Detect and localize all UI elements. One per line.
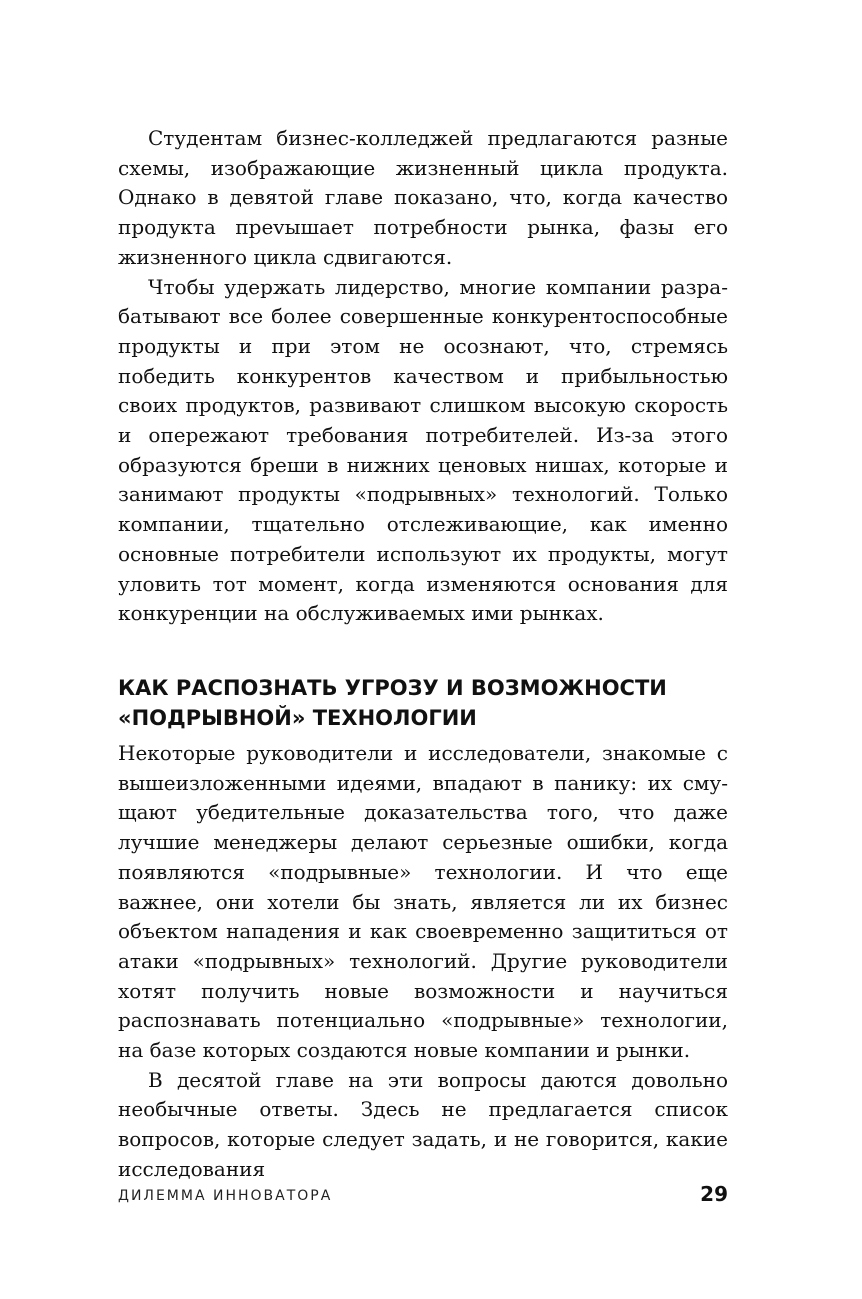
running-footer-book-title: ДИЛЕММА ИННОВАТОРА — [118, 1188, 333, 1204]
paragraph: Студентам бизнес-колледжей предлагаются разные схемы, изображающие жизненный цикла продукта. Однако в девятой главе показано, что, когда качество продукта преvышает потребности рынка, фазы его жизненного цикла сдвигаются. — [118, 126, 728, 269]
paragraph: Чтобы удержать лидерство, многие компании разрабатывают все более совершенные конкурентоспособные продукты и при этом не осознают, что, стремясь победить конкурентов качеством и прибыльностью своих продуктов, развивают слишком высокую скорость и опережают требования потребителей. Из-за этого образуются бреши в нижних ценовых нишах, которые и занимают продукты «подрывных» технологий. Только компании, тщательно отслеживающие, как именно основные потребители используют их продукты, могут уловить тот момент, когда изменяются основания для конкуренции на обслуживаемых ими рынках. — [118, 274, 728, 626]
page-number: 29 — [700, 1182, 728, 1206]
section-heading — [118, 673, 728, 733]
section-heading-line-1: КАК РАСПОЗНАТЬ УГРОЗУ И ВОЗМОЖНОСТИ — [118, 676, 667, 700]
body-text-bottom — [118, 739, 728, 1185]
section-heading-line-2: «ПОДРЫВНОЙ» ТЕХНОЛОГИИ — [118, 706, 477, 730]
body-text-top — [118, 124, 728, 629]
paragraph: В десятой главе на эти вопросы даются довольно необычные ответы. Здесь не предлагается список вопросов, которые следует задать, и не говорится, какие исследования — [118, 1067, 728, 1181]
paragraph: Некоторые руководители и исследователи, знакомые с вышеизложенными идеями, впадают в панику: их смущают убедительные доказательства того, что даже лучшие менеджеры делают серьезные ошибки, когда появляются «подрывные» технологии. И что еще важнее, они хотели бы знать, является ли их бизнес объектом нападения и как своевременно защититься от атаки «подрывных» технологий. Другие руководители хотят получить новые возможности и научиться распознавать потенциально «подрывные» технологии, на базе которых создаются новые компании и рынки. — [118, 741, 728, 1063]
